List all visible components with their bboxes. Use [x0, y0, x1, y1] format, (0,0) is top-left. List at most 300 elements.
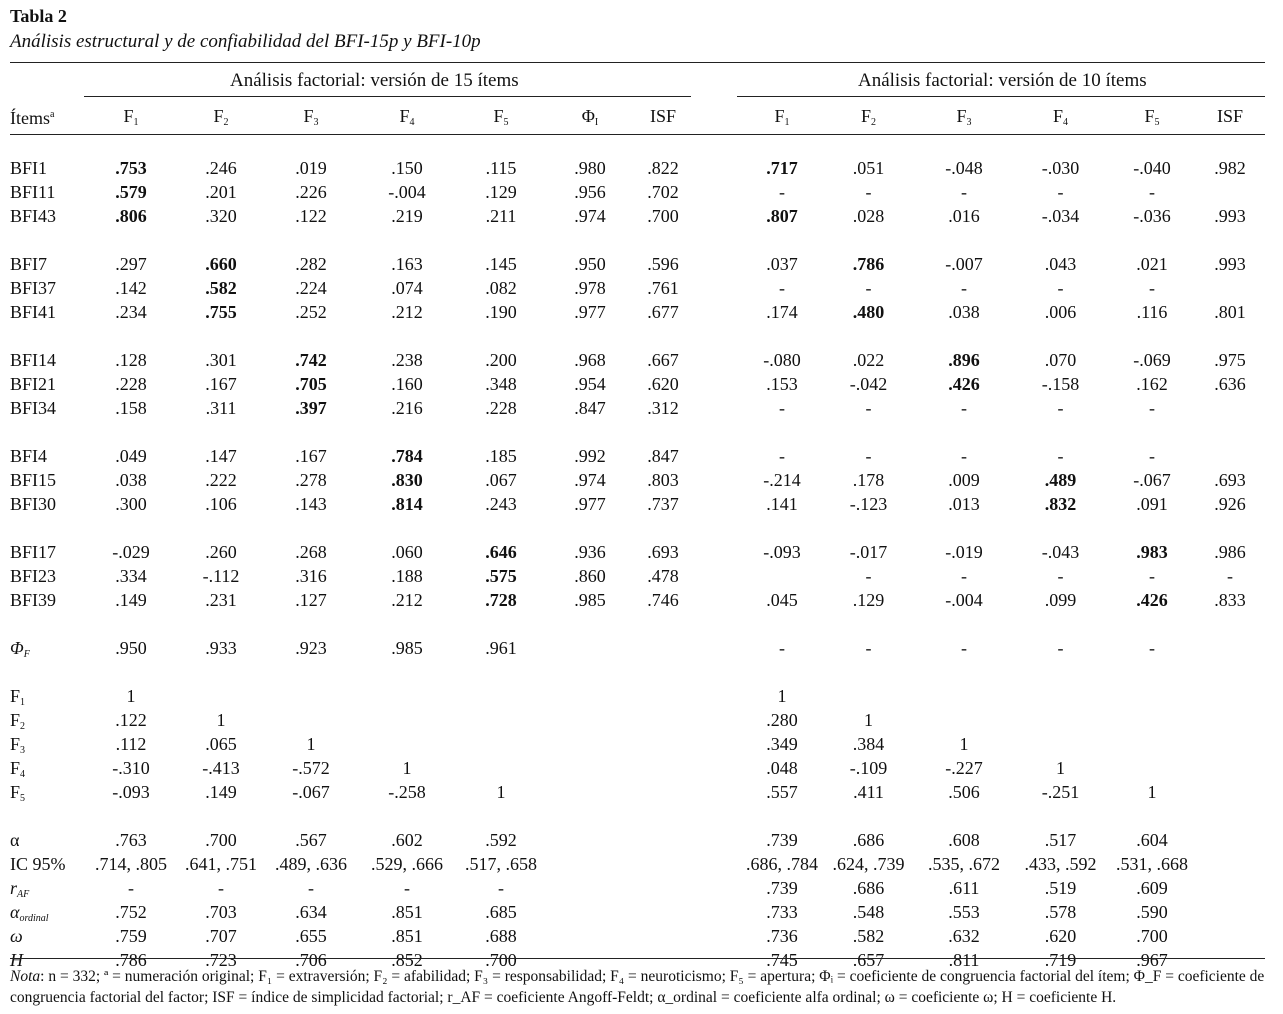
- row-spacer: [10, 804, 1265, 828]
- cell-10-4: .531, .668: [1116, 854, 1188, 874]
- cell-10-4: -: [1149, 446, 1155, 466]
- cell-15-6: .803: [647, 470, 679, 490]
- cell-10-3: -.043: [1041, 542, 1080, 562]
- row-label: [10, 876, 83, 900]
- cell-10-4: -: [1149, 278, 1155, 298]
- cell-15-2: .278: [295, 470, 327, 490]
- row-label-subscript: 1: [20, 697, 26, 708]
- cell-10-0: .686, .784: [746, 854, 818, 874]
- col15-isf: ISF: [649, 106, 676, 126]
- cell-15-6: .596: [647, 254, 679, 274]
- cell-15-3: .851: [391, 926, 423, 946]
- row-label-subscript: F: [23, 649, 30, 660]
- cell-10-0: .141: [766, 494, 798, 514]
- row-label: [10, 780, 83, 804]
- cell-10-5: -: [1227, 566, 1233, 586]
- cell-15-2: .226: [295, 182, 327, 202]
- cell-10-0: .733: [766, 902, 798, 922]
- row-spacer: [10, 324, 1265, 348]
- cell-10-5: [1195, 276, 1265, 300]
- cell-15-3: .814: [391, 494, 423, 514]
- row-label-text: BFI4: [10, 446, 48, 466]
- cell-15-6: .700: [647, 206, 679, 226]
- row-label-text: BFI41: [10, 302, 57, 322]
- cell-15-0: -: [128, 878, 134, 898]
- cell-15-6: .737: [647, 494, 679, 514]
- cell-15-4: .185: [485, 446, 517, 466]
- cell-15-5: .978: [574, 278, 606, 298]
- cell-15-3: .852: [391, 950, 423, 970]
- cell-15-5: .977: [574, 302, 606, 322]
- cell-10-1: -.017: [849, 542, 888, 562]
- cell-10-3: -: [1057, 566, 1064, 586]
- results-table: [10, 96, 1265, 972]
- row-label-text: α: [10, 830, 20, 850]
- cell-10-4: -.036: [1133, 206, 1171, 226]
- cell-15-3: 1: [402, 758, 412, 778]
- cell-10-4: .426: [1136, 590, 1168, 610]
- cell-15-2: .489, .636: [275, 854, 347, 874]
- cell-10-2: -.227: [945, 758, 983, 778]
- cell-10-3: 1: [1056, 758, 1065, 778]
- cell-10-2: .426: [948, 374, 980, 394]
- cell-15-1: .703: [205, 902, 237, 922]
- cell-15-3: .216: [391, 398, 423, 418]
- cell-10-2: .009: [948, 470, 980, 490]
- correlation-row: [10, 708, 1265, 732]
- row-label-text: r: [10, 878, 18, 898]
- cell-15-4: .688: [485, 926, 517, 946]
- row-label: [10, 252, 83, 276]
- col10-f5: $F_5$: [1144, 106, 1160, 128]
- row-label-text: ω: [10, 926, 23, 946]
- cell-15-2: .268: [295, 542, 327, 562]
- row-label: [10, 900, 83, 924]
- cell-10-4: -: [1149, 638, 1155, 658]
- cell-10-0: .349: [766, 734, 798, 754]
- row-label: [10, 156, 83, 180]
- cell-10-3: -: [1057, 182, 1064, 202]
- cell-10-0: -.093: [763, 542, 801, 562]
- cell-10-0: .153: [766, 374, 798, 394]
- cell-15-4: [455, 684, 547, 708]
- cell-15-5: .992: [574, 446, 606, 466]
- cell-10-3: .006: [1044, 302, 1077, 322]
- row-label-text: H: [10, 950, 23, 970]
- cell-10-5: .975: [1214, 350, 1246, 370]
- correlation-row: [10, 684, 1265, 708]
- cell-10-1: -.123: [849, 494, 888, 514]
- row-spacer: [10, 660, 1265, 684]
- cell-10-3: .578: [1044, 902, 1077, 922]
- cell-15-6: .312: [647, 398, 679, 418]
- cell-15-2: -.067: [292, 782, 330, 802]
- cell-10-5: [1195, 396, 1265, 420]
- cell-10-0: .739: [766, 878, 798, 898]
- cell-15-0: 1: [126, 686, 136, 706]
- cell-15-2: -.572: [292, 758, 330, 778]
- col15-f2: $F_2$: [213, 106, 229, 128]
- row-label: [10, 852, 83, 876]
- row-label-text: BFI37: [10, 278, 57, 298]
- cell-10-5: [1195, 444, 1265, 468]
- cell-10-3: .043: [1044, 254, 1077, 274]
- items-header: Ítems$^a$: [10, 107, 55, 128]
- cell-15-5: .950: [574, 254, 606, 274]
- cell-10-0: .045: [766, 590, 798, 610]
- cell-15-0: .128: [115, 350, 147, 370]
- table-body: [10, 96, 1265, 972]
- cell-10-4: -.067: [1133, 470, 1171, 490]
- cell-10-4: -.040: [1133, 158, 1171, 178]
- row-label-text: BFI30: [10, 494, 57, 514]
- cell-10-4: 1: [1147, 782, 1157, 802]
- cell-15-5: .974: [574, 470, 606, 490]
- cell-15-2: .252: [295, 302, 327, 322]
- row-label: [10, 828, 83, 852]
- cell-15-4: .728: [485, 590, 517, 610]
- cell-10-2: -: [961, 398, 967, 418]
- cell-10-1: .786: [852, 254, 885, 274]
- cell-15-0: .579: [115, 182, 147, 202]
- cell-10-4: [1109, 732, 1195, 756]
- col15-f5: $F_5$: [493, 106, 509, 128]
- cell-15-2: .143: [295, 494, 327, 514]
- cell-15-6: .761: [647, 278, 679, 298]
- cell-15-1: -.413: [202, 758, 240, 778]
- cell-10-0: .736: [766, 926, 798, 946]
- cell-15-2: .167: [295, 446, 327, 466]
- cell-10-5: .636: [1214, 374, 1246, 394]
- cell-10-3: .433, .592: [1024, 854, 1097, 874]
- cell-10-0: .557: [766, 782, 798, 802]
- cell-15-5: .980: [574, 158, 606, 178]
- cell-15-1: .106: [205, 494, 237, 514]
- cell-10-2: -: [961, 446, 967, 466]
- cell-10-0: .807: [766, 206, 798, 226]
- row-label: [10, 468, 83, 492]
- table-row: [10, 540, 1265, 564]
- cell-10-4: .091: [1136, 494, 1168, 514]
- cell-15-5: .968: [574, 350, 606, 370]
- cell-15-4: [455, 756, 547, 780]
- row-label: [10, 300, 83, 324]
- cell-15-2: 1: [306, 734, 316, 754]
- cell-10-0: -: [779, 398, 785, 418]
- cell-10-1: .028: [852, 206, 885, 226]
- cell-15-5: .977: [574, 494, 606, 514]
- cell-10-1: [821, 684, 916, 708]
- cell-10-4: -: [1149, 566, 1155, 586]
- cell-10-4: -: [1149, 182, 1155, 202]
- table-row: [10, 588, 1265, 612]
- table-row: [10, 180, 1265, 204]
- cell-10-1: -: [865, 278, 872, 298]
- cell-15-3: [359, 732, 455, 756]
- cell-10-2: .506: [948, 782, 980, 802]
- cell-15-6: .702: [647, 182, 679, 202]
- cell-10-2: 1: [959, 734, 969, 754]
- cell-15-6: .822: [647, 158, 679, 178]
- cell-10-2: .013: [948, 494, 980, 514]
- cell-10-2: [916, 708, 1012, 732]
- cell-10-4: .021: [1136, 254, 1168, 274]
- table-row: [10, 396, 1265, 420]
- cell-10-0: .048: [766, 758, 798, 778]
- row-label: [10, 708, 83, 732]
- cell-10-3: .719: [1044, 950, 1077, 970]
- cell-15-3: -.258: [388, 782, 426, 802]
- cell-10-1: -: [865, 446, 872, 466]
- row-label-text: BFI23: [10, 566, 57, 586]
- cell-15-3: .238: [391, 350, 423, 370]
- cell-10-3: [1012, 732, 1109, 756]
- cell-10-4: -.069: [1133, 350, 1171, 370]
- row-label-text: BFI43: [10, 206, 57, 226]
- row-label: [10, 540, 83, 564]
- cell-10-5: .993: [1214, 254, 1246, 274]
- row-label: [10, 444, 83, 468]
- row-label-text: IC 95%: [10, 854, 66, 874]
- cell-15-4: .592: [485, 830, 517, 850]
- cell-10-2: -.048: [945, 158, 983, 178]
- row-label: [10, 564, 83, 588]
- col10-isf: ISF: [1216, 106, 1243, 126]
- cell-15-6: .620: [647, 374, 679, 394]
- cell-10-2: .896: [948, 350, 980, 370]
- cell-15-2: .705: [295, 374, 327, 394]
- cell-10-4: [1109, 684, 1195, 708]
- cell-15-4: .211: [485, 206, 517, 226]
- cell-15-3: .060: [391, 542, 423, 562]
- cell-10-4: [1109, 708, 1195, 732]
- cell-10-3: .832: [1044, 494, 1077, 514]
- cell-10-0: .174: [766, 302, 798, 322]
- cell-15-1: .755: [205, 302, 237, 322]
- correlation-row: [10, 756, 1265, 780]
- cell-10-4: .604: [1136, 830, 1168, 850]
- cell-15-1: .065: [205, 734, 237, 754]
- cell-15-6: .478: [647, 566, 679, 586]
- cell-10-2: .016: [948, 206, 980, 226]
- row-label: [10, 684, 83, 708]
- cell-10-1: .480: [852, 302, 885, 322]
- reliability-row: [10, 924, 1265, 948]
- cell-10-3: .517: [1044, 830, 1077, 850]
- cell-10-1: .686: [852, 878, 885, 898]
- cell-15-4: 1: [496, 782, 506, 802]
- cell-15-6: .677: [647, 302, 679, 322]
- reliability-row: [10, 900, 1265, 924]
- cell-15-6: .693: [647, 542, 679, 562]
- cell-15-3: [359, 684, 455, 708]
- row-label-text: BFI11: [10, 182, 56, 202]
- col15-phi: $\Phi_I$: [581, 106, 599, 128]
- cell-10-1: -: [865, 398, 872, 418]
- cell-10-0: 1: [777, 686, 787, 706]
- table-row: [10, 444, 1265, 468]
- row-label: [10, 180, 83, 204]
- row-label: [10, 636, 83, 660]
- cell-15-0: .142: [115, 278, 147, 298]
- top-rule: [10, 62, 1265, 63]
- cell-15-1: .147: [205, 446, 237, 466]
- phi-f-row: [10, 636, 1265, 660]
- cell-10-0: .037: [766, 254, 798, 274]
- col15-f3: $F_3$: [303, 106, 319, 128]
- cell-15-4: [455, 732, 547, 756]
- cell-15-3: .602: [391, 830, 423, 850]
- cell-10-2: -: [961, 278, 967, 298]
- cell-15-4: .082: [485, 278, 517, 298]
- cell-10-2: -.004: [945, 590, 983, 610]
- cell-10-4: .162: [1136, 374, 1168, 394]
- cell-10-2: .608: [948, 830, 980, 850]
- cell-15-2: .122: [295, 206, 327, 226]
- cell-15-4: .115: [485, 158, 517, 178]
- table-row: [10, 372, 1265, 396]
- cell-15-3: .150: [391, 158, 423, 178]
- cell-15-3: .160: [391, 374, 423, 394]
- cell-15-1: .260: [205, 542, 237, 562]
- cell-10-1: .686: [852, 830, 885, 850]
- table-row: [10, 156, 1265, 180]
- cell-15-0: .122: [115, 710, 147, 730]
- cell-10-4: .590: [1136, 902, 1168, 922]
- cell-15-1: .246: [205, 158, 237, 178]
- row-label-text: BFI1: [10, 158, 48, 178]
- row-label-text: F: [10, 782, 21, 802]
- cell-10-3: .489: [1044, 470, 1077, 490]
- table-title: Análisis estructural y de confiabilidad del BFI-15p y BFI-10p: [10, 31, 481, 52]
- row-spacer: [10, 612, 1265, 636]
- cell-10-4: .116: [1136, 302, 1168, 322]
- cell-10-4: .983: [1136, 542, 1168, 562]
- cell-10-1: -: [865, 566, 872, 586]
- table-row: [10, 348, 1265, 372]
- cell-15-3: .851: [391, 902, 423, 922]
- cell-15-4: .228: [485, 398, 517, 418]
- row-label-subscript: 2: [20, 721, 26, 732]
- cell-10-0: .717: [766, 158, 798, 178]
- row-label: [10, 924, 83, 948]
- row-label: [10, 396, 83, 420]
- cell-15-0: .759: [115, 926, 147, 946]
- cell-10-3: -: [1057, 446, 1064, 466]
- cell-15-0: -.029: [112, 542, 150, 562]
- cell-10-4: -: [1149, 398, 1155, 418]
- cell-15-1: .582: [205, 278, 237, 298]
- cell-15-3: .985: [391, 638, 423, 658]
- cell-10-1: -: [865, 638, 872, 658]
- cell-10-1: .624, .739: [832, 854, 905, 874]
- cell-10-3: -.034: [1041, 206, 1080, 226]
- cell-15-2: .706: [295, 950, 327, 970]
- cell-10-0: [743, 564, 821, 588]
- cell-15-1: .707: [205, 926, 237, 946]
- row-label-text: BFI15: [10, 470, 57, 490]
- cell-15-3: .219: [391, 206, 423, 226]
- cell-10-5: .986: [1214, 542, 1246, 562]
- cell-15-5: .985: [574, 590, 606, 610]
- cell-10-4: [1109, 756, 1195, 780]
- note-text: : n = 332; ª = numeración original; F₁ = extraversión; F₂ = afabilidad; F₃ = responsabilidad; F₄ = neuroticismo; F₅ = apertura; Φᵢ = coeficiente de congruencia factorial del ítem; Φ_F = coeficiente de congruencia factorial del factor; ISF = índice de simplicidad factorial; r_AF = coeficiente Angoff-Feldt; α_ordinal = coeficiente alfa ordinal; ω = coeficiente ω; H = coeficiente H.: [10, 968, 1265, 1006]
- row-label-subscript: 5: [20, 793, 26, 804]
- cell-15-6: .667: [647, 350, 679, 370]
- group15-header: Análisis factorial: versión de 15 ítems: [230, 70, 519, 91]
- cell-10-1: .411: [853, 782, 884, 802]
- row-label: [10, 276, 83, 300]
- cell-15-4: .961: [485, 638, 517, 658]
- cell-10-1: 1: [864, 710, 873, 730]
- cell-10-5: [1195, 180, 1265, 204]
- cell-15-1: .149: [205, 782, 237, 802]
- cell-10-1: .129: [852, 590, 885, 610]
- cell-10-2: .553: [948, 902, 980, 922]
- cell-10-0: .739: [766, 830, 798, 850]
- cell-15-3: [359, 708, 455, 732]
- cell-15-5: .847: [574, 398, 606, 418]
- cell-10-1: .051: [852, 158, 885, 178]
- group10-header: Análisis factorial: versión de 10 ítems: [858, 70, 1147, 91]
- cell-15-1: .222: [205, 470, 237, 490]
- row-label: [10, 348, 83, 372]
- cell-15-1: .201: [205, 182, 237, 202]
- cell-10-2: -: [961, 182, 967, 202]
- cell-15-0: -.310: [112, 758, 150, 778]
- column-header-row: [10, 96, 1265, 136]
- cell-15-1: [179, 684, 263, 708]
- cell-10-0: .280: [766, 710, 798, 730]
- cell-15-2: [263, 708, 359, 732]
- cell-15-0: .112: [115, 734, 147, 754]
- table-note: [10, 966, 1268, 1008]
- cell-15-1: .167: [205, 374, 237, 394]
- cell-10-1: -: [865, 182, 872, 202]
- cell-15-1: .301: [205, 350, 237, 370]
- cell-15-1: -.112: [202, 566, 240, 586]
- cell-15-4: .129: [485, 182, 517, 202]
- cell-15-3: .830: [391, 470, 423, 490]
- table-row: [10, 204, 1265, 228]
- cell-15-2: .923: [295, 638, 327, 658]
- cell-10-0: -.214: [763, 470, 801, 490]
- col10-f1: $F_1$: [774, 106, 790, 128]
- col10-f2: $F_2$: [860, 106, 876, 128]
- cell-10-2: -: [961, 638, 967, 658]
- cell-15-1: .320: [205, 206, 237, 226]
- cell-10-4: .967: [1136, 950, 1168, 970]
- cell-15-0: .038: [115, 470, 147, 490]
- cell-10-3: .099: [1044, 590, 1077, 610]
- cell-15-2: .224: [295, 278, 327, 298]
- cell-10-1: .022: [852, 350, 885, 370]
- cell-15-4: .348: [485, 374, 517, 394]
- cell-15-1: .311: [205, 398, 237, 418]
- cell-10-4: .700: [1136, 926, 1168, 946]
- cell-15-0: .049: [115, 446, 147, 466]
- cell-15-3: .784: [391, 446, 423, 466]
- row-spacer: [10, 228, 1265, 252]
- cell-15-1: .660: [205, 254, 237, 274]
- row-label-subscript: 3: [20, 745, 26, 756]
- row-label: [10, 732, 83, 756]
- cell-10-1: .548: [852, 902, 885, 922]
- cell-15-0: -.093: [112, 782, 150, 802]
- row-spacer: [10, 420, 1265, 444]
- cell-15-3: -: [404, 878, 410, 898]
- row-label: [10, 372, 83, 396]
